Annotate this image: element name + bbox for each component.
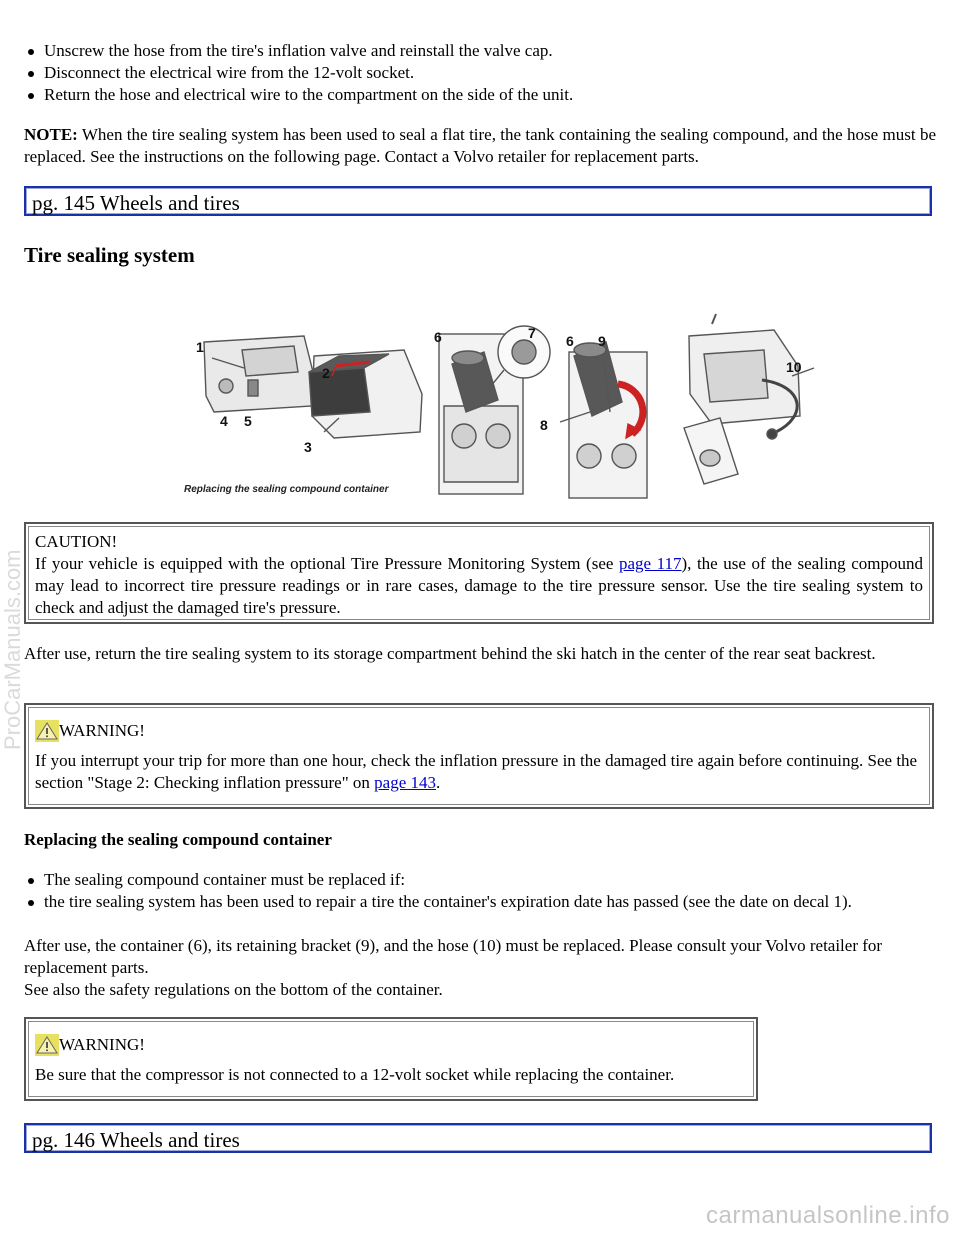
callout-8: 8 [540, 417, 548, 433]
warning-triangle-icon [35, 720, 59, 742]
after-use-2 [24, 935, 936, 1001]
warning-box-1 [24, 703, 934, 809]
figure-illustration [164, 306, 824, 502]
warning-title: WARNING! [59, 1035, 145, 1054]
list-item: Disconnect the electrical wire from the 12-volt socket. [24, 62, 936, 84]
figure-caption: Replacing the sealing compound container [184, 484, 389, 495]
replace-bullet-list-2 [24, 891, 936, 913]
page-117-link[interactable]: page 117 [618, 554, 682, 573]
callout-6b: 6 [566, 333, 574, 349]
page-header-145: pg. 145 Wheels and tires [24, 186, 932, 216]
callout-7: 7 [528, 325, 536, 341]
list-item: The sealing compound container must be replaced if: [24, 869, 936, 891]
callout-2: 2 [322, 365, 330, 381]
callout-5: 5 [244, 413, 252, 429]
list-item: Return the hose and electrical wire to the compartment on the side of the unit. [24, 84, 936, 106]
page-header-146: pg. 146 Wheels and tires [24, 1123, 932, 1153]
callout-9: 9 [598, 333, 606, 349]
caution-text: If your vehicle is equipped with the optional Tire Pressure Monitoring System (see page 117), the use of the sealing compound may lead to incorrect tire pressure readings or in rare cases, damage to the tire pressure sensor. Use the tire sealing system to check and adjust the damaged tire's pressure. [35, 554, 923, 617]
page-143-link[interactable]: page 143 [374, 773, 437, 792]
callout-6: 6 [434, 329, 442, 345]
sealing-container-figure [164, 306, 824, 502]
warning-header [35, 712, 923, 742]
callout-4: 4 [220, 413, 228, 429]
caution-title: CAUTION! [35, 532, 118, 551]
side-watermark: ProCarManuals.com [0, 549, 25, 750]
callout-3: 3 [304, 439, 312, 455]
section-title: Tire sealing system [24, 243, 195, 267]
warning-title: WARNING! [59, 721, 145, 740]
warning-triangle-icon [35, 1034, 59, 1056]
list-item: Unscrew the hose from the tire's inflation valve and reinstall the valve cap. [24, 40, 936, 62]
callout-1: 1 [196, 339, 204, 355]
note-label: NOTE: [24, 125, 78, 144]
warning-header [35, 1026, 747, 1056]
after-use-2-line: See also the safety regulations on the bottom of the container. [24, 980, 443, 999]
note-text: When the tire sealing system has been used to seal a flat tire, the tank containing the sealing compound, and the hose must be replaced. See the instructions on the following page. Contact a Volvo retailer for replacement parts. [24, 125, 936, 166]
caution-box [24, 522, 934, 624]
top-bullet-list [24, 40, 936, 106]
after-use-paragraph: After use, return the tire sealing system to its storage compartment behind the ski hatch in the center of the rear seat backrest. [24, 644, 876, 663]
warning-box-2 [24, 1017, 758, 1101]
note-paragraph [24, 124, 936, 168]
warning-text: If you interrupt your trip for more than one hour, check the inflation pressure in the damaged tire again before continuing. See the section "Stage 2: Checking inflation pressure" on page 143. [35, 751, 918, 792]
list-item: the tire sealing system has been used to repair a tire the container's expiration date has passed (see the date on decal 1). [24, 891, 936, 913]
footer-watermark: carmanualsonline.info [706, 1202, 950, 1229]
replacing-subheading: Replacing the sealing compound container [24, 830, 332, 849]
warning-text: Be sure that the compressor is not connected to a 12-volt socket while replacing the container. [35, 1065, 675, 1084]
replace-bullet-list [24, 869, 936, 891]
after-use-2-line: After use, the container (6), its retaining bracket (9), and the hose (10) must be replaced. Please consult your Volvo retailer for replacement parts. [24, 936, 883, 977]
callout-10: 10 [786, 359, 802, 375]
